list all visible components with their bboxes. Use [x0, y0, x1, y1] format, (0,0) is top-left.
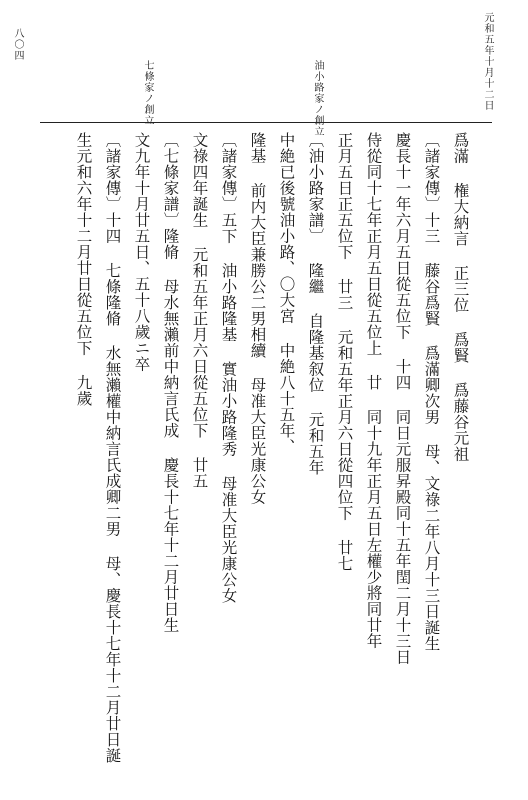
page-number: 八〇四 [12, 28, 23, 61]
text-column: 中絶已後號油小路、〇大宮 中絶八十五年、 [277, 132, 296, 455]
text-column: 〔諸家傳〕五下 油小路隆基 實油小路隆秀 母准大臣光康公女 [219, 132, 238, 604]
header-date: 元和五年十月十二日 [482, 12, 493, 111]
text-column: 〔七條家譜〕隆脩 母水無瀨前中納言氏成 慶長十七年十二月廿日生 [161, 132, 180, 633]
text-column: 慶長十一年六月五日從五位下 十四 同日元服昇殿同十五年閏二月十三日 [393, 132, 412, 665]
text-column: 文祿四年誕生 元和五年正月六日從五位下 廿五 [190, 132, 209, 489]
text-column: 隆基 前内大臣兼勝公二男相續 母准大臣光康公女 [248, 132, 267, 505]
text-column: 〔諸家傳〕十四 七條隆脩 水無瀨權中納言氏成卿二男 母、慶長十七年十二月廿日誕 [103, 132, 122, 764]
margin-note-shichijo: 七條家ノ創立 [142, 60, 153, 126]
text-column: 侍從同十七年正月五日從五位上 廿 同十九年正月五日左權少將同廿年 [364, 132, 383, 649]
text-column: 文九年十月廿五日、五十八歲ニ卒 [132, 132, 151, 372]
text-column: 爲滿 権大納言 正三位 爲賢 爲藤谷元祖 [451, 132, 470, 462]
margin-note-abura-no-koji: 油小路家ノ創立 [312, 60, 323, 137]
text-column: 〔諸家傳〕十三 藤谷爲賢 爲滿卿次男 母、文祿二年八月十三日誕生 [422, 132, 441, 652]
head-rule [40, 122, 492, 123]
text-column: 〔油小路家譜〕 隆繼 自隆基叙位 元和五年 [306, 132, 325, 476]
text-column: 正月五日正五位下 廿三 元和五年正月六日從四位下 廿七 [335, 132, 354, 572]
text-column: 生元和六年十二月廿日從五位下 九歲 [74, 132, 93, 407]
